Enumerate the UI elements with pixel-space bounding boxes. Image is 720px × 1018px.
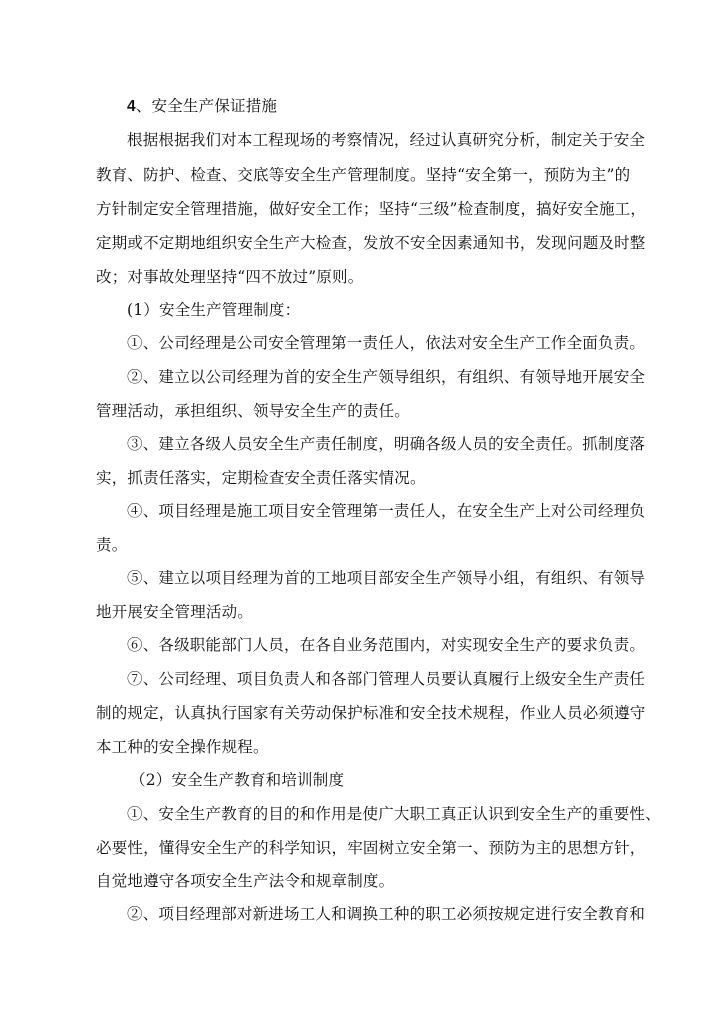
paragraph-line: ⑥、各级职能部门人员，在各自业务范围内，对实现安全生产的要求负责。 bbox=[127, 636, 646, 654]
section-title: 、安全生产保证措施 bbox=[135, 97, 278, 115]
paragraph-line: 制的规定，认真执行国家有关劳动保护标准和安全技术规程，作业人员必须遵守 bbox=[96, 704, 646, 722]
paragraph-line: ⑤、建立以项目经理为首的工地项目部安全生产领导小组，有组织、有领导 bbox=[127, 569, 646, 587]
paragraph-line: ④、项目经理是施工项目安全管理第一责任人，在安全生产上对公司经理负 bbox=[127, 502, 646, 520]
paragraph-line: ③、建立各级人员安全生产责任制度，明确各级人员的安全责任。抓制度落 bbox=[127, 435, 646, 453]
paragraph-line: 改；对事故处理坚持“四不放过”原则。 bbox=[96, 268, 364, 286]
paragraph-line: 定期或不定期地组织安全生产大检查，发放不安全因素通知书，发现问题及时整 bbox=[96, 234, 646, 252]
paragraph-line: ①、安全生产教育的目的和作用是使广大职工真正认识到安全生产的重要性、 bbox=[127, 805, 661, 823]
paragraph-line: 必要性，懂得安全生产的科学知识，牢固树立安全第一、预防为主的思想方针， bbox=[96, 839, 646, 857]
subsection-heading: (1）安全生产管理制度： bbox=[127, 301, 301, 319]
paragraph-line: 自觉地遵守各项安全生产法令和规章制度。 bbox=[96, 872, 395, 890]
paragraph-line: ⑦、公司经理、项目负责人和各部门管理人员要认真履行上级安全生产责任 bbox=[127, 670, 646, 688]
paragraph-line: ②、项目经理部对新进场工人和调换工种的职工必须按规定进行安全教育和 bbox=[127, 905, 646, 923]
paragraph-line: 教育、防护、检查、交底等安全生产管理制度。坚持“安全第一，预防为主”的 bbox=[96, 166, 631, 184]
section-heading bbox=[127, 96, 277, 117]
paragraph-line: 管理活动，承担组织、领导安全生产的责任。 bbox=[96, 402, 411, 420]
section-number: 4 bbox=[127, 98, 136, 115]
paragraph-line: ②、建立以公司经理为首的安全生产领导组织，有组织、有领导地开展安全 bbox=[127, 368, 646, 386]
paragraph-line: 地开展安全管理活动。 bbox=[96, 603, 254, 621]
paragraph-line: 本工种的安全操作规程。 bbox=[96, 738, 269, 756]
subsection-heading: （2）安全生产教育和培训制度 bbox=[130, 771, 345, 789]
paragraph-line: 方针制定安全管理措施，做好安全工作；坚持“三级”检查制度，搞好安全施工， bbox=[96, 200, 647, 218]
paragraph-line: ①、公司经理是公司安全管理第一责任人，依法对安全生产工作全面负责。 bbox=[127, 334, 646, 352]
paragraph-line: 实，抓责任落实，定期检查安全责任落实情况。 bbox=[96, 469, 426, 487]
paragraph-line: 责。 bbox=[96, 536, 128, 554]
paragraph-line: 根据根据我们对本工程现场的考察情况，经过认真研究分析，制定关于安全 bbox=[127, 131, 646, 149]
